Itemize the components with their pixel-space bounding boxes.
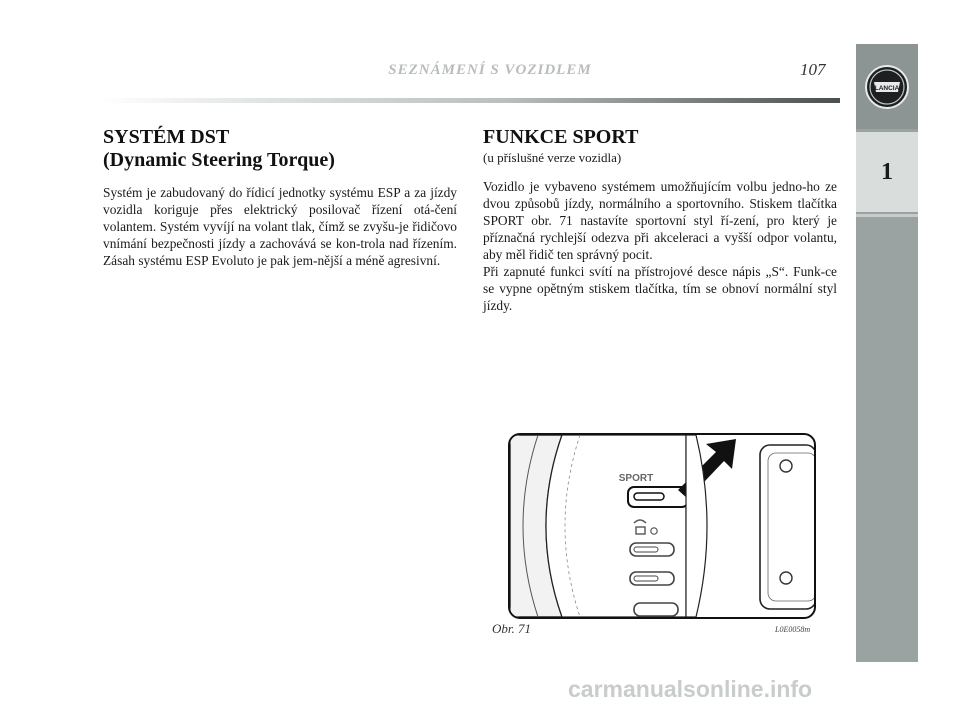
sidebar-divider bbox=[856, 214, 918, 217]
header-rule bbox=[100, 98, 840, 103]
figure-code: L0E0058m bbox=[775, 625, 811, 634]
dst-body: Systém je zabudovaný do řídicí jednotky systému ESP a za jízdy vozidla koriguje přes elektrický posilovač řízení otá-čení volantem. Systém vyvíjí na volant tlak, čímž se zvyšu-je řidičovo vnímání bezpečnosti jízdy a zachovává se kon-trola nad řízením. Zásah systému ESP Evoluto je pak jem-nější a méně agresivní. bbox=[103, 185, 457, 268]
left-column bbox=[103, 126, 457, 269]
sport-button-label: SPORT bbox=[618, 473, 654, 484]
lancia-logo-icon bbox=[864, 64, 910, 110]
chapter-sidebar bbox=[856, 44, 918, 662]
sport-body-2: Při zapnuté funkci svítí na přístrojové desce nápis „S“. Funk-ce se vypne opětným stiskem tlačítka, tím se obnoví normální styl jízdy. bbox=[483, 264, 837, 313]
sport-subtitle: (u příslušné verze vozidla) bbox=[483, 150, 622, 165]
dst-heading bbox=[103, 126, 457, 172]
watermark: carmanualsonline.info bbox=[568, 676, 813, 702]
sidebar-logo-cell bbox=[856, 44, 918, 129]
chapter-number: 1 bbox=[856, 132, 918, 212]
dst-heading-line2: (Dynamic Steering Torque) bbox=[103, 149, 335, 171]
dst-heading-line1: SYSTÉM DST bbox=[103, 126, 230, 148]
figure-caption: Obr. 71 bbox=[492, 621, 532, 636]
right-column bbox=[483, 126, 837, 314]
header-title: SEZNÁMENÍ S VOZIDLEM bbox=[388, 62, 592, 78]
sport-heading: FUNKCE SPORT bbox=[483, 126, 639, 148]
figure-71 bbox=[508, 433, 816, 619]
page-number: 107 bbox=[800, 60, 826, 79]
logo-text: LANCIA bbox=[874, 84, 900, 92]
sport-body-1: Vozidlo je vybaveno systémem umožňujícím volbu jedno-ho ze dvou způsobů jízdy, normálního a sportovního. Stiskem tlačítka SPORT obr. 71 nastavíte sportovní styl ří-zení, pro který je příznačná rychlejší odezva při akceleraci a vyšší odpor volantu, aby měl řidič ten správný pocit. bbox=[483, 179, 837, 262]
